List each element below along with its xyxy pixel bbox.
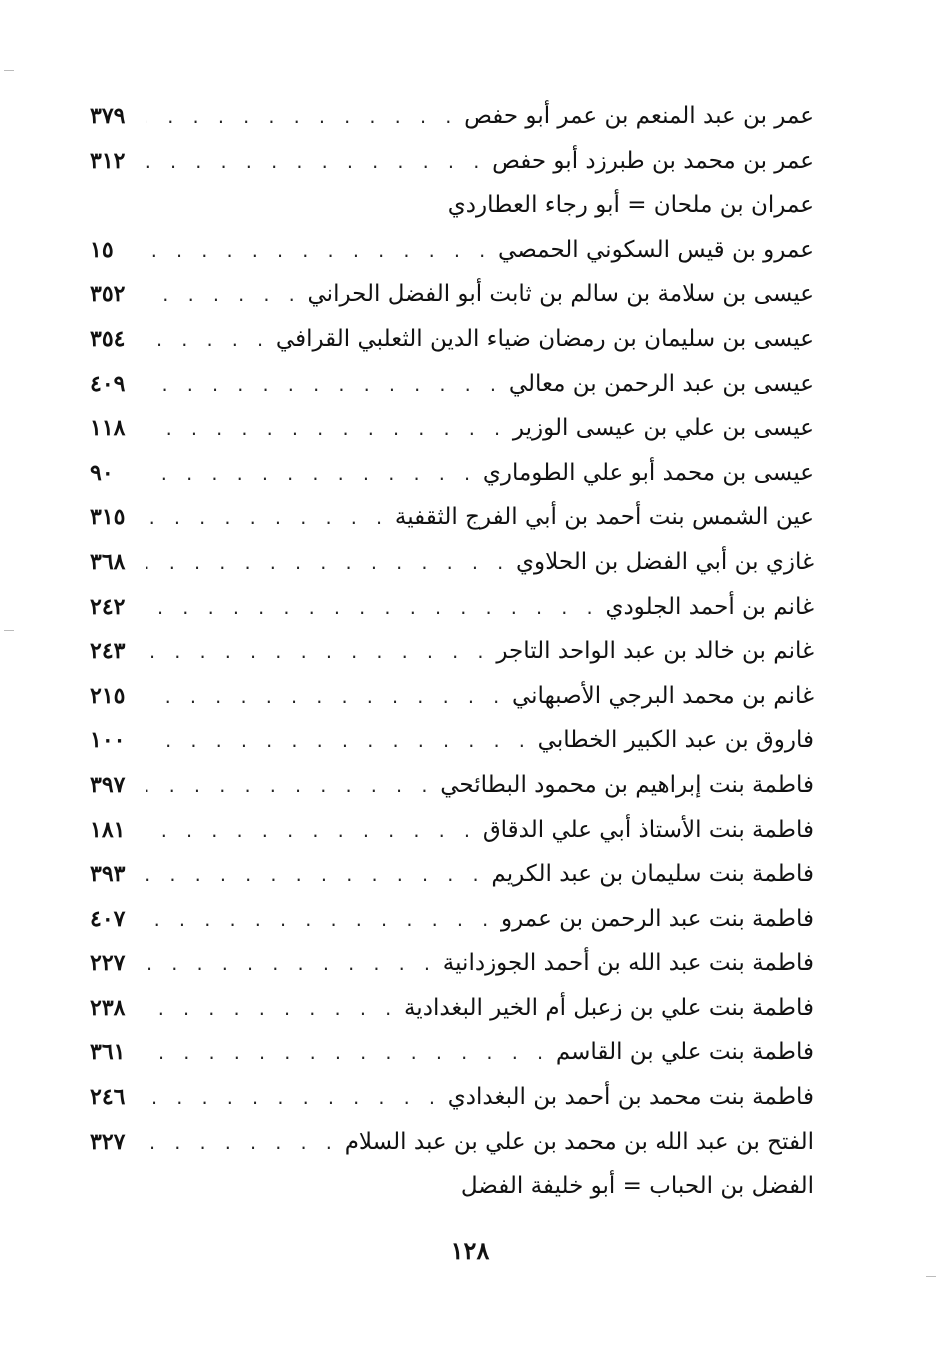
entry-name: عمرو بن قيس السكوني الحمصي xyxy=(498,236,814,263)
entry-name: غانم بن أحمد الجلودي xyxy=(605,593,814,620)
dot-leader xyxy=(146,497,387,542)
entry-name: عمر بن محمد بن طبرزد أبو حفص xyxy=(492,147,814,174)
dot-leader xyxy=(146,810,475,855)
entry-page-number: ٢٤٢ xyxy=(90,593,126,620)
dot-leader xyxy=(146,408,505,453)
index-entry xyxy=(90,941,814,986)
index-entry xyxy=(90,406,814,451)
dot-leader xyxy=(146,587,597,632)
dot-leader xyxy=(146,542,508,587)
dot-leader xyxy=(146,854,483,899)
entry-page-number: ٢١٥ xyxy=(90,682,126,709)
dot-leader xyxy=(146,899,493,944)
entry-page-number: ٣١٢ xyxy=(90,147,126,174)
dot-leader xyxy=(146,631,488,676)
entry-page-number: ٤٠٩ xyxy=(90,370,126,397)
entry-name: فاطمة بنت محمد بن أحمد بن البغدادي xyxy=(447,1084,814,1111)
scan-edge-mark xyxy=(4,70,14,71)
dot-leader xyxy=(146,1122,337,1167)
entry-page-number: ٣٥٤ xyxy=(90,325,126,352)
entry-page-number: ٢٢٧ xyxy=(90,950,126,977)
entry-page-number: ٣٦٨ xyxy=(90,548,126,575)
index-entry xyxy=(90,1120,814,1165)
dot-leader xyxy=(146,765,432,810)
entry-page-number: ٣٦١ xyxy=(90,1039,126,1066)
entry-page-number: ٤٠٧ xyxy=(90,905,126,932)
index-entry xyxy=(90,986,814,1031)
index-entry xyxy=(90,139,814,184)
index-entry xyxy=(90,585,814,630)
index-entry xyxy=(90,852,814,897)
index-entry xyxy=(90,362,814,407)
index-entry xyxy=(90,272,814,317)
entry-name: عين الشمس بنت أحمد بن أبي الفرج الثقفية xyxy=(394,504,814,531)
entry-name: فاطمة بنت سليمان بن عبد الكريم xyxy=(491,861,814,888)
entry-name: غازي بن أبي الفضل بن الحلاوي xyxy=(516,548,814,575)
entry-name: فاطمة بنت عبد الرحمن بن عمرو xyxy=(501,905,814,932)
entry-page-number: ٢٤٦ xyxy=(90,1084,126,1111)
entry-page-number: ٣١٥ xyxy=(90,504,126,531)
index-entry xyxy=(90,897,814,942)
index-entry xyxy=(90,718,814,763)
entry-page-number: ١١٨ xyxy=(90,415,126,442)
dot-leader xyxy=(146,720,530,765)
index-entry xyxy=(90,94,814,139)
index-entry xyxy=(90,540,814,585)
entry-name: غانم بن خالد بن عبد الواحد التاجر xyxy=(496,638,814,665)
entry-page-number: ٣٩٧ xyxy=(90,771,126,798)
dot-leader xyxy=(146,943,435,988)
index-entry xyxy=(90,1075,814,1120)
entry-name: فاطمة بنت علي بن زعبل أم الخير البغدادية xyxy=(403,994,814,1021)
entry-name: فاروق بن عبد الكبير الخطابي xyxy=(537,727,814,754)
entry-name: فاطمة بنت عبد الله بن أحمد الجوزدانية xyxy=(442,950,814,977)
entry-name: عيسى بن سليمان بن رمضان ضياء الدين الثعلبي القرافي xyxy=(275,325,814,352)
entry-page-number: ٢٣٨ xyxy=(90,994,126,1021)
entry-name: عيسى بن عبد الرحمن بن معالي xyxy=(508,370,814,397)
dot-leader xyxy=(146,230,490,275)
entry-name: الفتح بن عبد الله بن محمد بن علي بن عبد السلام xyxy=(344,1128,814,1155)
entry-page-number: ١٨١ xyxy=(90,816,126,843)
entry-name: عيسى بن محمد أبو علي الطوماري xyxy=(482,459,814,486)
index-entry xyxy=(90,808,814,853)
entry-name: الفضل بن الحباب = أبو خليفة الفضل xyxy=(460,1173,814,1200)
index-entry xyxy=(90,629,814,674)
dot-leader xyxy=(146,141,484,186)
entry-name: عيسى بن علي بن عيسى الوزير xyxy=(512,415,814,442)
entry-page-number: ٣٢٧ xyxy=(90,1128,126,1155)
dot-leader xyxy=(146,274,300,319)
index-entry xyxy=(90,183,814,228)
index-entry xyxy=(90,763,814,808)
entry-page-number: ١٠٠ xyxy=(90,727,126,754)
dot-leader xyxy=(146,364,501,409)
entry-name: غانم بن محمد البرجي الأصبهاني xyxy=(511,682,814,709)
entry-page-number: ٢٤٣ xyxy=(90,638,126,665)
index-entry xyxy=(90,674,814,719)
index-entry xyxy=(90,495,814,540)
scan-edge-mark xyxy=(926,1276,936,1277)
entry-name: فاطمة بنت علي بن القاسم xyxy=(555,1039,814,1066)
dot-leader xyxy=(146,676,504,721)
entry-page-number: ٣٥٢ xyxy=(90,281,126,308)
dot-leader xyxy=(146,96,456,141)
entry-page-number: ٩٠ xyxy=(90,459,114,486)
dot-leader xyxy=(146,1032,548,1077)
entry-name: عيسى بن سلامة بن سالم بن ثابت أبو الفضل الحراني xyxy=(307,281,814,308)
entry-page-number: ١٥ xyxy=(90,236,114,263)
index-entry xyxy=(90,228,814,273)
page-number: ١٢٨ xyxy=(450,1236,490,1265)
entry-name: فاطمة بنت إبراهيم بن محمود البطائحي xyxy=(440,771,814,798)
scan-edge-mark xyxy=(4,630,14,631)
dot-leader xyxy=(146,319,268,364)
dot-leader xyxy=(146,1077,440,1122)
index-entry xyxy=(90,451,814,496)
entry-page-number: ٣٧٩ xyxy=(90,103,126,129)
index-entry xyxy=(90,1030,814,1075)
entry-name: عمر بن عبد المنعم بن عمر أبو حفص xyxy=(464,103,814,129)
index-entry xyxy=(90,1164,814,1209)
entry-name: عمران بن ملحان = أبو رجاء العطاردي xyxy=(447,192,814,219)
index-list xyxy=(90,94,814,1209)
entry-name: فاطمة بنت الأستاذ أبي علي الدقاق xyxy=(482,816,814,843)
dot-leader xyxy=(146,988,396,1033)
entry-page-number: ٣٩٣ xyxy=(90,861,126,888)
dot-leader xyxy=(146,453,475,498)
index-entry xyxy=(90,317,814,362)
